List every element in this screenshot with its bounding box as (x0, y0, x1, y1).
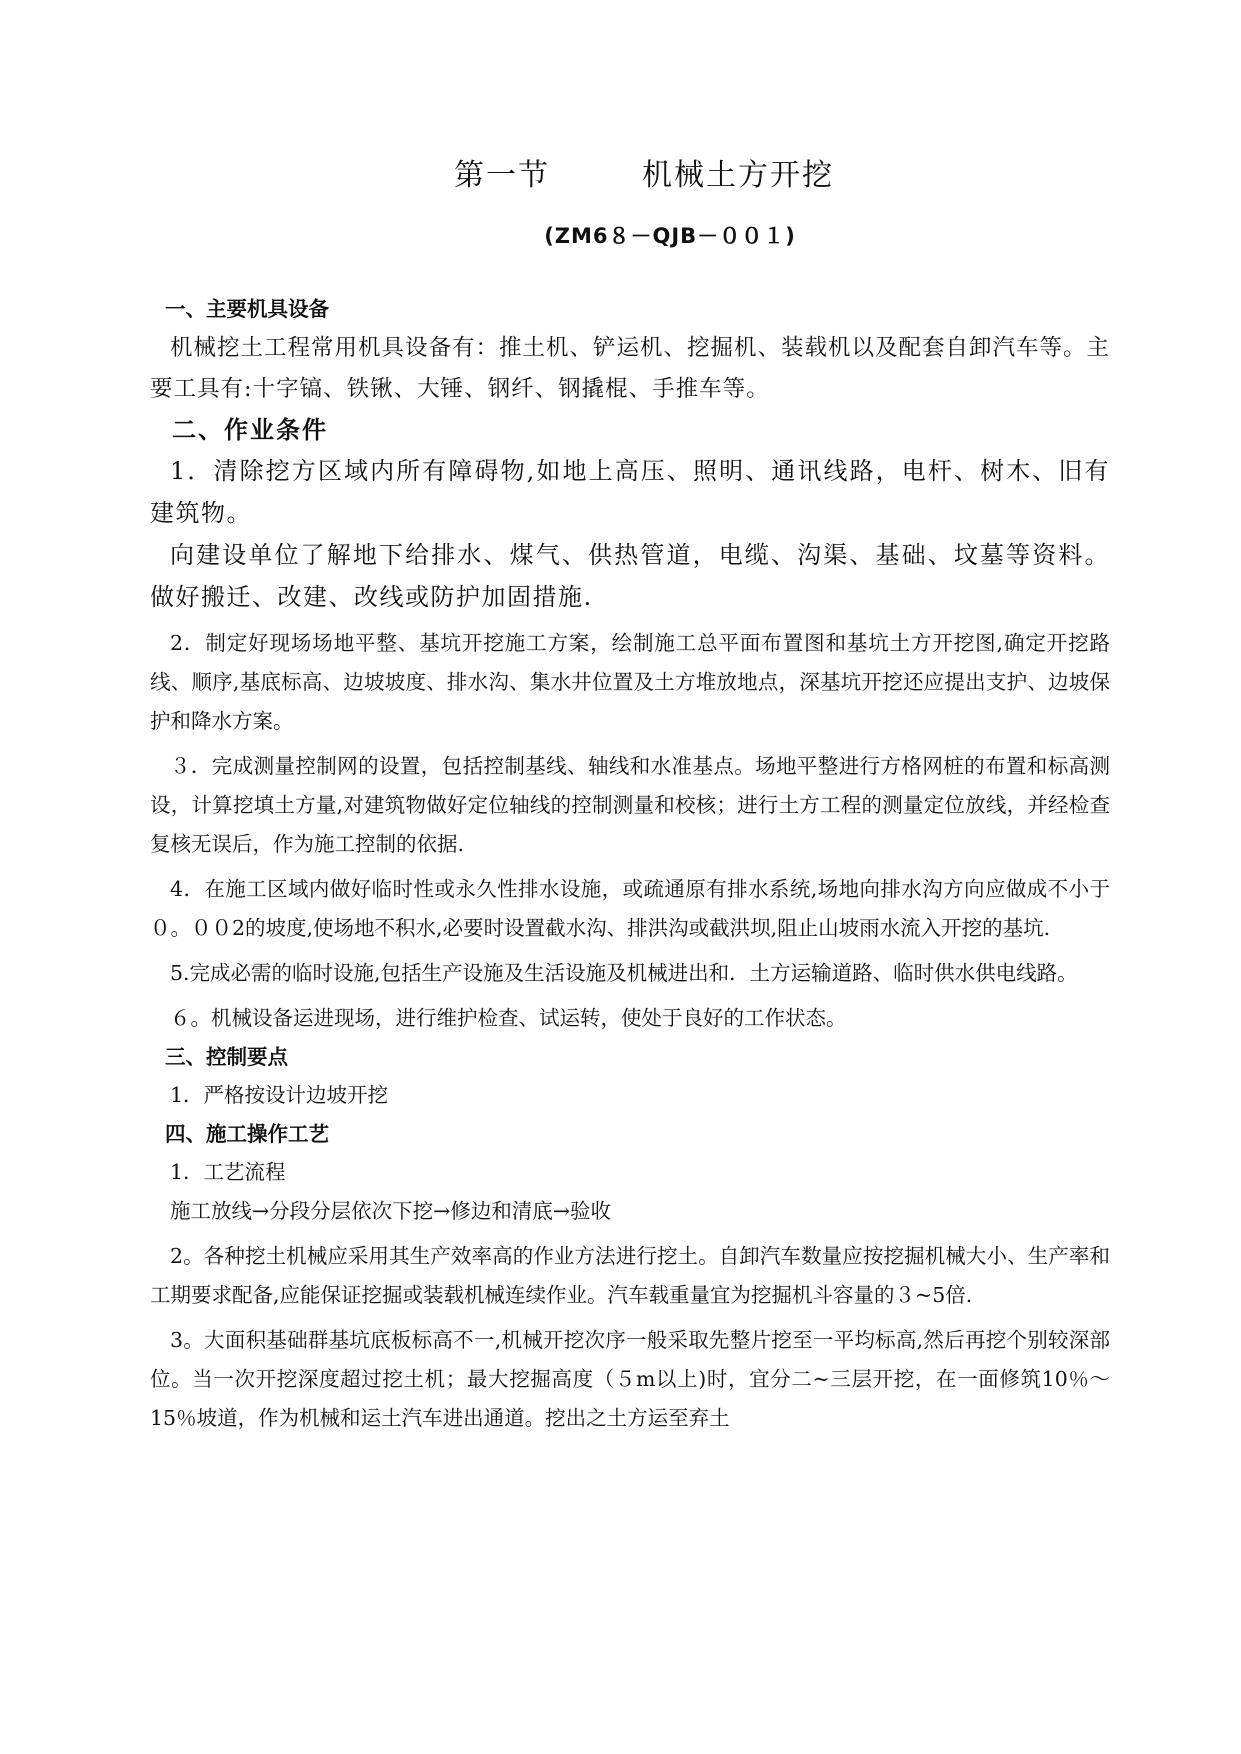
paragraph-condition-5: 5.完成必需的临时设施,包括生产设施及生活设施及机械进出和．土方运输道路、临时供水供电线路。 (170, 961, 1078, 985)
heading-control-points: 三、控制要点 (165, 1045, 288, 1069)
paragraph-condition-4: 4．在施工区域内做好临时性或永久性排水设施，或疏通原有排水系统,场地向排水沟方向应做成不小于０。００2的坡度,使场地不积水,必要时设置截水沟、排洪沟或截洪坝,阻止山坡雨水流入开挖的基坑. (150, 877, 1110, 940)
paragraph-condition-1: 1．清除挖方区域内所有障碍物,如地上高压、照明、通讯线路，电杆、树木、旧有建筑物。 (150, 457, 1110, 527)
paragraph-condition-3: ３．完成测量控制网的设置，包括控制基线、轴线和水准基点。场地平整进行方格网桩的布置和标高测设，计算挖填土方量,对建筑物做好定位轴线的控制测量和校核；进行土方工程的测量定位放线，并经检查复核无误后，作为施工控制的依据. (150, 754, 1110, 856)
paragraph-condition-2: 2．制定好现场场地平整、基坑开挖施工方案，绘制施工总平面布置图和基坑土方开挖图,确定开挖路线、顺序,基底标高、边坡坡度、排水沟、集水井位置及土方堆放地点，深基坑开挖还应提出支护、边坡保护和降水方案。 (150, 631, 1110, 733)
heading-equipment: 一、主要机具设备 (165, 297, 329, 321)
paragraph-process-3: 3。大面积基础群基坑底板标高不一,机械开挖次序一般采取先整片挖至一平均标高,然后再挖个别较深部位。当一次开挖深度超过挖土机；最大挖掘高度（５m以上)时，宜分二~三层开挖，在一面修筑10％～15％坡道，作为机械和运土汽车进出通道。挖出之土方运至弃土 (150, 1328, 1110, 1430)
paragraph-process-2: 2。各种挖土机械应采用其生产效率高的作业方法进行挖土。自卸汽车数量应按挖掘机械大小、生产率和工期要求配备,应能保证挖掘或装载机械连续作业。汽车载重量宜为挖掘机斗容量的３~5倍. (150, 1244, 1110, 1307)
heading-work-conditions: 二、作业条件 (172, 416, 328, 444)
heading-process: 四、施工操作工艺 (165, 1122, 329, 1146)
paragraph-equipment: 机械挖土工程常用机具设备有：推土机、铲运机、挖掘机、装载机以及配套自卸汽车等。主要工具有:十字镐、铁锹、大锤、钢纤、钢撬棍、手推车等。 (150, 335, 1111, 402)
section-name: 机械土方开挖 (642, 158, 834, 193)
document-page (150, 150, 1110, 1438)
paragraph-condition-6: ６。机械设备运进现场，进行维护检查、试运转，使处于良好的工作状态。 (170, 1006, 847, 1030)
section-title (150, 150, 1110, 194)
paragraph-process-1: 1．工艺流程 (170, 1160, 286, 1184)
paragraph-condition-1b: 向建设单位了解地下给排水、煤气、供热管道，电缆、沟渠、基础、坟墓等资料。做好搬迁、改建、改线或防护加固措施. (150, 541, 1110, 611)
document-code: (ZM6８－QJB－００１) (544, 224, 796, 248)
section-number: 第一节 (454, 158, 550, 193)
paragraph-process-flow: 施工放线→分段分层依次下挖→修边和清底→验收 (170, 1199, 612, 1223)
paragraph-control-1: 1．严格按设计边坡开挖 (170, 1083, 389, 1107)
